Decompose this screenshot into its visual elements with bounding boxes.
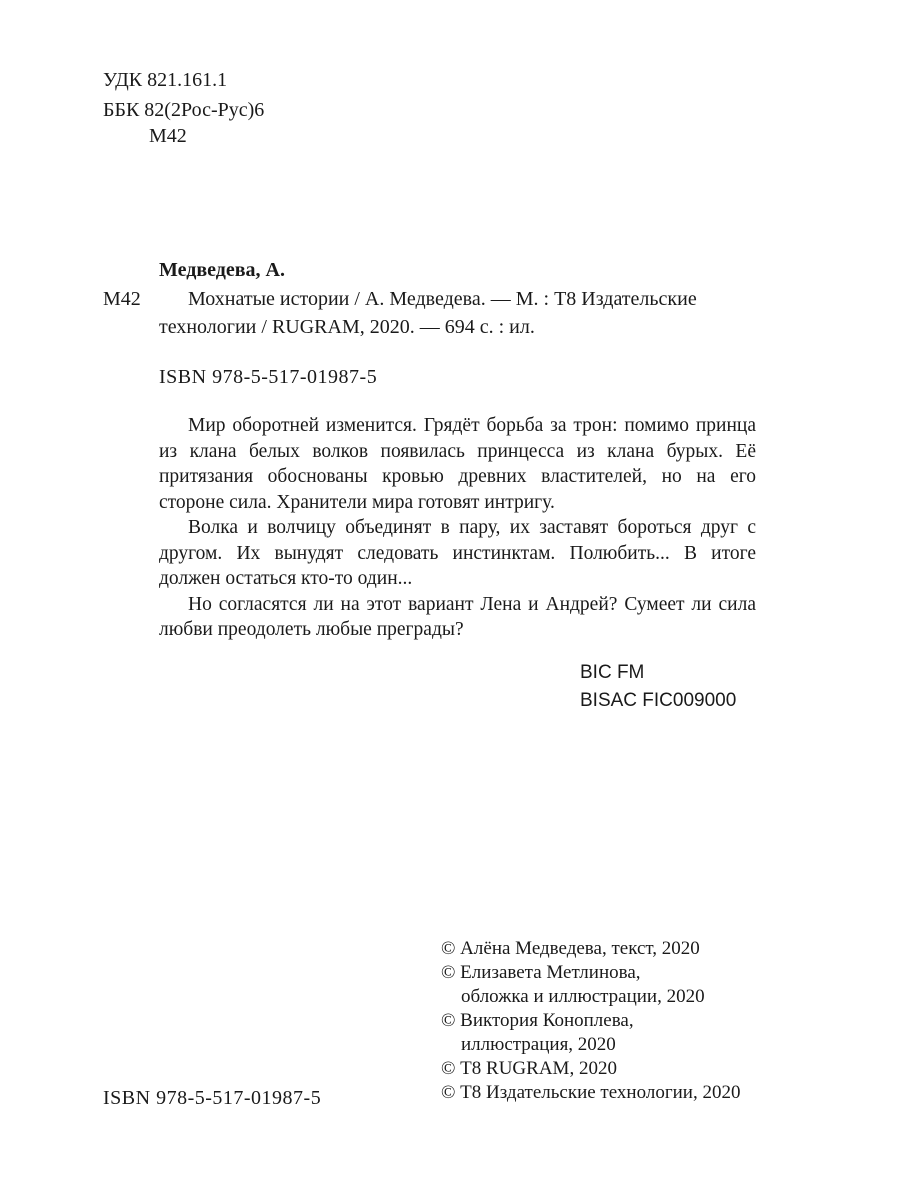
copyright-line-continued: иллюстрация, 2020: [461, 1034, 616, 1055]
annotation-paragraph-1: Мир оборотней изменится. Грядёт борьба за трон: помимо принца из клана белых волков появилась принцесса из клана бурых. Её притязания обоснованы кровью древних властителей, но на его стороне сила. Хранители мира готовят интригу.: [159, 415, 756, 513]
copyright-line: © Елизавета Метлинова,: [441, 962, 641, 983]
isbn-bottom: ISBN 978-5-517-01987-5: [103, 1087, 322, 1109]
copyright-item: [441, 937, 771, 961]
copyright-item: [441, 1057, 771, 1081]
copyright-line-continued: обложка и иллюстрации, 2020: [461, 986, 705, 1007]
annotation-paragraph-3: Но согласятся ли на этот вариант Лена и Андрей? Сумеет ли сила любви преодолеть любые преграды?: [159, 593, 756, 640]
author-mark-record: М42: [103, 288, 141, 310]
record-author: Медведева, А.: [159, 259, 285, 281]
copyright-item: [441, 961, 771, 1009]
bisac-code: BISAC FIC009000: [580, 690, 737, 711]
record-description-line-1: Мохнатые истории / А. Медведева. — М. : Т8 Издательские: [188, 288, 697, 310]
record-description-line-2: технологии / RUGRAM, 2020. — 694 с. : ил.: [159, 316, 535, 338]
author-mark-top: М42: [149, 125, 187, 147]
copyright-line: © Виктория Коноплева,: [441, 1010, 634, 1031]
bbk-code: ББК 82(2Рос-Рус)6: [103, 99, 265, 121]
copyright-item: [441, 1009, 771, 1057]
copyright-block: [441, 937, 771, 1105]
copyright-line: © Алёна Медведева, текст, 2020: [441, 938, 700, 959]
copyright-item: [441, 1081, 771, 1105]
bic-code: BIC FM: [580, 662, 645, 683]
copyright-line: © Т8 RUGRAM, 2020: [441, 1058, 617, 1079]
record-isbn: ISBN 978-5-517-01987-5: [159, 366, 378, 388]
annotation: [159, 413, 756, 643]
udk-code: УДК 821.161.1: [103, 69, 228, 91]
annotation-paragraph-2: Волка и волчицу объединят в пару, их заставят бороться друг с другом. Их вынудят следовать инстинктам. Полюбить... В итоге должен остаться кто-то один...: [159, 517, 756, 589]
copyright-line: © Т8 Издательские технологии, 2020: [441, 1082, 741, 1103]
